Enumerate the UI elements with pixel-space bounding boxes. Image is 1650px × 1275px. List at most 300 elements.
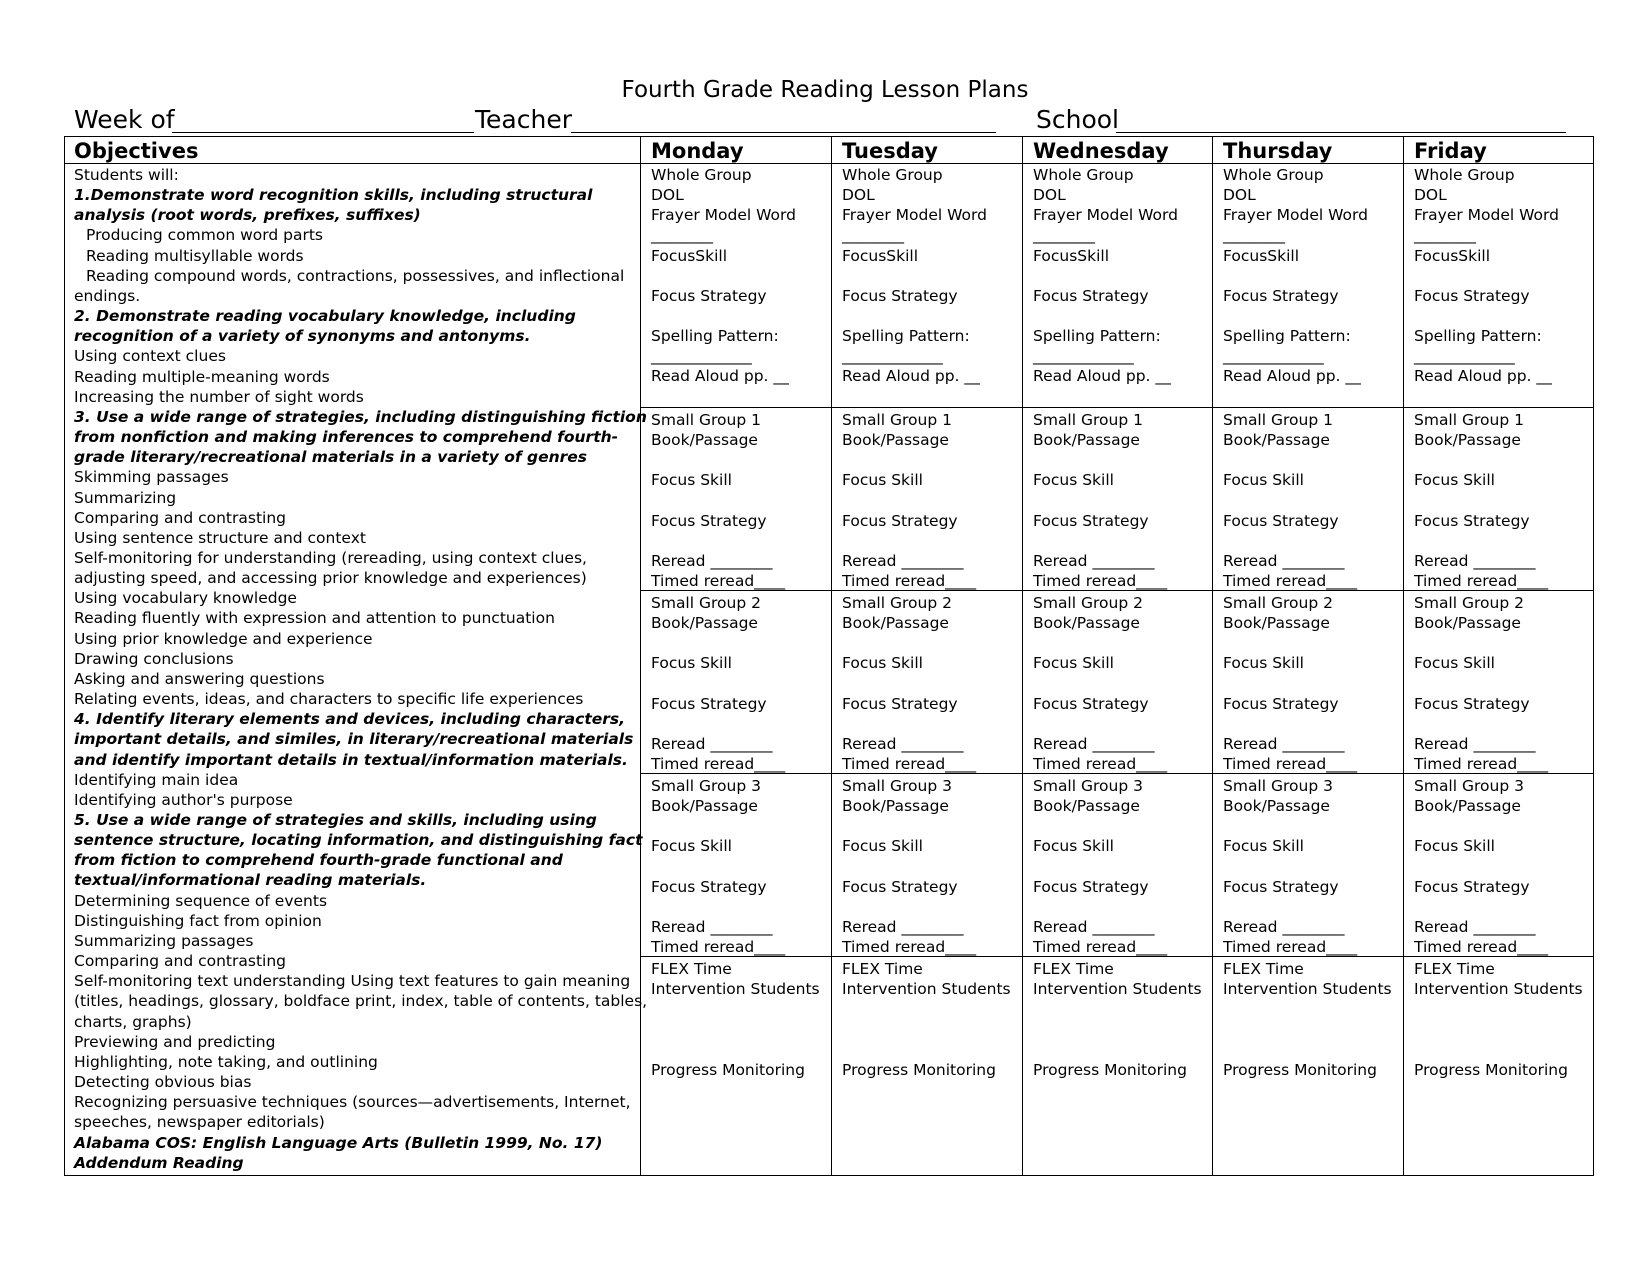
objective-line: Using vocabulary knowledge (74, 589, 297, 608)
cell-line (842, 450, 1027, 470)
objective-line: 5. Use a wide range of strategies and skills, including using (74, 811, 597, 829)
wednesday-flex-cell[interactable] (1033, 959, 1218, 1080)
cell-line: Reread ________ (651, 734, 773, 753)
objective-line: (titles, headings, glossary, boldface print, index, table of contents, tables, (74, 992, 648, 1011)
objective-line: Asking and answering questions (74, 669, 325, 688)
monday-flex-cell[interactable] (651, 959, 836, 1080)
cell-line (842, 999, 1027, 1019)
cell-line: Intervention Students (1414, 980, 1583, 999)
objective-line: Distinguishing fact from opinion (74, 911, 322, 930)
friday-small-group-2-cell[interactable] (1414, 593, 1599, 774)
cell-line (651, 306, 836, 326)
cell-line: Reread ________ (842, 551, 964, 570)
cell-line (1223, 1019, 1408, 1039)
objective-line: important details, and similes, in literary/recreational materials (74, 730, 634, 749)
friday-small-group-1-cell[interactable] (1414, 410, 1599, 591)
cell-line: Book/Passage (1414, 797, 1521, 816)
cell-line (1033, 857, 1218, 877)
cell-line: ________ (1033, 226, 1095, 245)
cell-line: Reread ________ (1414, 734, 1536, 753)
cell-line (842, 306, 1027, 326)
objective-line: Reading multiple-meaning words (74, 367, 330, 386)
header-monday: Monday (651, 139, 744, 163)
cell-line: Timed reread____ (842, 755, 977, 774)
cell-line (651, 816, 836, 836)
cell-line: Small Group 1 (842, 411, 952, 429)
cell-line: DOL (1223, 186, 1256, 205)
cell-line: Spelling Pattern: (1033, 327, 1161, 346)
cell-line: Focus Skill (842, 471, 923, 490)
objective-line: recognition of a variety of synonyms and antonyms. (74, 327, 531, 346)
friday-whole-group-cell[interactable] (1414, 165, 1599, 387)
cell-line: Focus Strategy (651, 694, 767, 713)
cell-line (1033, 306, 1218, 326)
cell-line: Book/Passage (1223, 797, 1330, 816)
cell-line: Timed reread____ (842, 572, 977, 591)
cell-line: Small Group 2 (651, 594, 761, 612)
cell-line: Reread ________ (1033, 551, 1155, 570)
objective-line: from nonfiction and making inferences to comprehend fourth- (74, 428, 619, 447)
cell-line: Focus Skill (1414, 471, 1495, 490)
cell-line: Timed reread____ (1223, 755, 1358, 774)
cell-line: Small Group 2 (1223, 594, 1333, 612)
objective-line: Self-monitoring text understanding Using text features to gain meaning (74, 972, 631, 991)
cell-line: ________ (842, 226, 904, 245)
objective-line: grade literary/recreational materials in a variety of genres (74, 448, 588, 467)
thursday-whole-group-cell[interactable] (1223, 165, 1408, 387)
cell-line: Book/Passage (651, 614, 758, 633)
cell-line: Focus Skill (1223, 471, 1304, 490)
cell-line: Focus Strategy (842, 511, 958, 530)
cell-line (1414, 306, 1599, 326)
cell-line: DOL (651, 186, 684, 205)
cell-line: Focus Strategy (651, 877, 767, 896)
cell-line (651, 1019, 836, 1039)
cell-line (1033, 897, 1218, 917)
cell-line: DOL (842, 186, 875, 205)
cell-line: Reread ________ (1223, 917, 1345, 936)
week-blank[interactable] (172, 132, 474, 133)
cell-line: Small Group 3 (651, 777, 761, 795)
objective-line: Reading compound words, contractions, possessives, and inflectional (86, 266, 625, 285)
objective-line: sentence structure, locating information, and distinguishing fact (74, 831, 643, 850)
cell-line (1414, 531, 1599, 551)
cell-line: FLEX Time (1033, 960, 1114, 978)
cell-line: Whole Group (1414, 166, 1515, 184)
objective-line: Reading fluently with expression and attention to punctuation (74, 609, 555, 628)
objective-line: 1.Demonstrate word recognition skills, including structural (74, 186, 593, 205)
objective-line: Recognizing persuasive techniques (sources—advertisements, Internet, (74, 1093, 631, 1112)
cell-line: Reread ________ (1414, 917, 1536, 936)
objective-line: Using context clues (74, 347, 226, 366)
cell-line: Focus Strategy (1033, 511, 1149, 530)
cell-line (842, 714, 1027, 734)
objective-line: Alabama COS: English Language Arts (Bulletin 1999, No. 17) (74, 1133, 603, 1152)
cell-line (651, 714, 836, 734)
cell-line: Whole Group (1033, 166, 1134, 184)
monday-whole-group-cell[interactable] (651, 165, 836, 387)
cell-line (1223, 897, 1408, 917)
cell-line: Small Group 2 (1414, 594, 1524, 612)
section-divider (640, 407, 1593, 408)
cell-line (1414, 1040, 1599, 1060)
cell-line: Spelling Pattern: (1223, 327, 1351, 346)
cell-line (651, 897, 836, 917)
cell-line: FocusSkill (1414, 246, 1491, 265)
objective-line: Detecting obvious bias (74, 1073, 252, 1092)
cell-line: Progress Monitoring (1033, 1060, 1187, 1079)
cell-line: FocusSkill (842, 246, 919, 265)
thursday-flex-cell[interactable] (1223, 959, 1408, 1080)
cell-line: Timed reread____ (1033, 572, 1168, 591)
objective-line: Comparing and contrasting (74, 508, 286, 527)
cell-line: Focus Strategy (1033, 286, 1149, 305)
cell-line (842, 674, 1027, 694)
cell-line: Focus Strategy (842, 877, 958, 896)
cell-line: Timed reread____ (651, 755, 786, 774)
wednesday-whole-group-cell[interactable] (1033, 165, 1218, 387)
objective-line: Comparing and contrasting (74, 952, 286, 971)
cell-line: Small Group 3 (1033, 777, 1143, 795)
cell-line (651, 531, 836, 551)
cell-line: Book/Passage (842, 431, 949, 450)
cell-line: Book/Passage (1033, 431, 1140, 450)
cell-line: Small Group 1 (1223, 411, 1333, 429)
cell-line: Focus Skill (651, 837, 732, 856)
teacher-label: Teacher (475, 105, 572, 134)
cell-line: Focus Strategy (1414, 877, 1530, 896)
cell-line (1033, 816, 1218, 836)
objective-line: Relating events, ideas, and characters to specific life experiences (74, 690, 584, 709)
cell-line (651, 633, 836, 653)
cell-line: Read Aloud pp. __ (1033, 367, 1171, 386)
cell-line: Read Aloud pp. __ (1414, 367, 1552, 386)
cell-line (1414, 1019, 1599, 1039)
cell-line: ________ (1223, 226, 1285, 245)
cell-line: Small Group 2 (1033, 594, 1143, 612)
cell-line: Focus Skill (1033, 471, 1114, 490)
cell-line: FocusSkill (651, 246, 728, 265)
cell-line: Timed reread____ (842, 938, 977, 957)
cell-line (1414, 816, 1599, 836)
cell-line: Focus Strategy (1414, 511, 1530, 530)
cell-line: Reread ________ (842, 917, 964, 936)
cell-line: Focus Skill (1223, 654, 1304, 673)
cell-line: Small Group 3 (1414, 777, 1524, 795)
objective-line: Drawing conclusions (74, 649, 234, 668)
school-blank[interactable] (1116, 132, 1566, 133)
monday-small-group-2-cell[interactable] (651, 593, 836, 774)
cell-line: Focus Strategy (1033, 694, 1149, 713)
cell-line: Progress Monitoring (1223, 1060, 1377, 1079)
objectives-list (74, 165, 648, 1173)
cell-line (1414, 897, 1599, 917)
school-label: School (1036, 105, 1119, 134)
objective-line: Identifying main idea (74, 770, 239, 789)
cell-line (842, 531, 1027, 551)
cell-line (842, 491, 1027, 511)
cell-line: Timed reread____ (1033, 755, 1168, 774)
tuesday-small-group-2-cell[interactable] (842, 593, 1027, 774)
cell-line (651, 266, 836, 286)
objective-line: Skimming passages (74, 468, 229, 487)
cell-line: Focus Skill (842, 837, 923, 856)
cell-line (1223, 266, 1408, 286)
header-friday: Friday (1414, 139, 1487, 163)
friday-flex-cell[interactable] (1414, 959, 1599, 1080)
cell-line: FLEX Time (1414, 960, 1495, 978)
objective-line: 4. Identify literary elements and devices, including characters, (74, 710, 625, 729)
objective-line: Increasing the number of sight words (74, 387, 364, 406)
cell-line: _____________ (651, 347, 752, 366)
cell-line: FocusSkill (1033, 246, 1110, 265)
cell-line (1223, 857, 1408, 877)
cell-line: _____________ (842, 347, 943, 366)
cell-line: Intervention Students (1223, 980, 1392, 999)
cell-line: Frayer Model Word (1414, 206, 1559, 225)
cell-line: Focus Strategy (1223, 286, 1339, 305)
cell-line: Book/Passage (1223, 614, 1330, 633)
cell-line (1223, 674, 1408, 694)
page-title: Fourth Grade Reading Lesson Plans (621, 77, 1029, 103)
cell-line: Focus Strategy (1414, 694, 1530, 713)
cell-line: Focus Skill (1414, 654, 1495, 673)
cell-line: Focus Strategy (1414, 286, 1530, 305)
cell-line: Timed reread____ (1414, 938, 1549, 957)
cell-line: Focus Skill (1223, 837, 1304, 856)
cell-line: Whole Group (842, 166, 943, 184)
cell-line (1223, 1040, 1408, 1060)
cell-line: Timed reread____ (1223, 572, 1358, 591)
monday-small-group-1-cell[interactable] (651, 410, 836, 591)
cell-line (1033, 674, 1218, 694)
cell-line: Reread ________ (1033, 917, 1155, 936)
cell-line (651, 999, 836, 1019)
objective-line: Producing common word parts (86, 226, 323, 245)
cell-line (1033, 1019, 1218, 1039)
cell-line (651, 491, 836, 511)
cell-line: Small Group 3 (1223, 777, 1333, 795)
cell-line: Book/Passage (842, 797, 949, 816)
cell-line: Reread ________ (1033, 734, 1155, 753)
cell-line (1223, 491, 1408, 511)
cell-line: Focus Strategy (651, 511, 767, 530)
cell-line: Book/Passage (1414, 431, 1521, 450)
friday-small-group-3-cell[interactable] (1414, 776, 1599, 957)
cell-line: Focus Strategy (651, 286, 767, 305)
cell-line (842, 857, 1027, 877)
cell-line (1414, 266, 1599, 286)
cell-line: Small Group 1 (1414, 411, 1524, 429)
cell-line: FocusSkill (1223, 246, 1300, 265)
cell-line: Book/Passage (651, 797, 758, 816)
cell-line: ________ (651, 226, 713, 245)
objective-line: analysis (root words, prefixes, suffixes) (74, 206, 421, 225)
cell-line: Spelling Pattern: (842, 327, 970, 346)
cell-line: Small Group 1 (651, 411, 761, 429)
cell-line (1223, 633, 1408, 653)
thursday-small-group-1-cell[interactable] (1223, 410, 1408, 591)
cell-line (842, 633, 1027, 653)
objective-line: adjusting speed, and accessing prior knowledge and experiences) (74, 569, 587, 588)
cell-line (1223, 450, 1408, 470)
cell-line (1414, 450, 1599, 470)
cell-line (1223, 816, 1408, 836)
objective-line: from fiction to comprehend fourth-grade functional and (74, 851, 563, 870)
cell-line: Progress Monitoring (842, 1060, 996, 1079)
cell-line: Intervention Students (651, 980, 820, 999)
cell-line (1414, 999, 1599, 1019)
cell-line (651, 450, 836, 470)
cell-line: Book/Passage (1414, 614, 1521, 633)
cell-line: Small Group 1 (1033, 411, 1143, 429)
objective-line: Students will: (74, 166, 179, 184)
cell-line: Progress Monitoring (651, 1060, 805, 1079)
cell-line (1033, 531, 1218, 551)
cell-line: Whole Group (1223, 166, 1324, 184)
cell-line: Reread ________ (1223, 734, 1345, 753)
cell-line (1223, 306, 1408, 326)
cell-line (1414, 714, 1599, 734)
objective-line: Previewing and predicting (74, 1032, 276, 1051)
cell-line: FLEX Time (651, 960, 732, 978)
cell-line: Focus Skill (1033, 837, 1114, 856)
cell-line: Intervention Students (1033, 980, 1202, 999)
objective-line: Self-monitoring for understanding (rereading, using context clues, (74, 548, 587, 567)
cell-line: Frayer Model Word (1033, 206, 1178, 225)
cell-line: Timed reread____ (651, 572, 786, 591)
cell-line (842, 897, 1027, 917)
tuesday-small-group-1-cell[interactable] (842, 410, 1027, 591)
cell-line: _____________ (1414, 347, 1515, 366)
wednesday-small-group-2-cell[interactable] (1033, 593, 1218, 774)
cell-line (1033, 999, 1218, 1019)
cell-line (651, 857, 836, 877)
cell-line (842, 1040, 1027, 1060)
cell-line (1033, 450, 1218, 470)
cell-line: Intervention Students (842, 980, 1011, 999)
header-divider (65, 163, 1593, 164)
cell-line: Focus Strategy (1223, 694, 1339, 713)
cell-line: Focus Skill (651, 654, 732, 673)
cell-line: Focus Skill (651, 471, 732, 490)
cell-line: Timed reread____ (651, 938, 786, 957)
cell-line (1223, 714, 1408, 734)
cell-line (651, 1040, 836, 1060)
thursday-small-group-2-cell[interactable] (1223, 593, 1408, 774)
objective-line: endings. (74, 286, 141, 305)
cell-line: FLEX Time (842, 960, 923, 978)
cell-line: Reread ________ (651, 917, 773, 936)
thursday-small-group-3-cell[interactable] (1223, 776, 1408, 957)
cell-line (1033, 491, 1218, 511)
cell-line: Timed reread____ (1414, 572, 1549, 591)
objective-line: Determining sequence of events (74, 891, 328, 910)
cell-line: Read Aloud pp. __ (651, 367, 789, 386)
cell-line: Progress Monitoring (1414, 1060, 1568, 1079)
cell-line: Focus Skill (1033, 654, 1114, 673)
objective-line: Summarizing passages (74, 931, 254, 950)
cell-line: Small Group 2 (842, 594, 952, 612)
cell-line (1223, 999, 1408, 1019)
cell-line: Timed reread____ (1414, 755, 1549, 774)
cell-line: Focus Skill (842, 654, 923, 673)
cell-line: Whole Group (651, 166, 752, 184)
wednesday-small-group-3-cell[interactable] (1033, 776, 1218, 957)
monday-small-group-3-cell[interactable] (651, 776, 836, 957)
cell-line: Small Group 3 (842, 777, 952, 795)
cell-line: Spelling Pattern: (1414, 327, 1542, 346)
cell-line: FLEX Time (1223, 960, 1304, 978)
cell-line: Reread ________ (1414, 551, 1536, 570)
objective-line: Highlighting, note taking, and outlining (74, 1052, 378, 1071)
cell-line: Book/Passage (1223, 431, 1330, 450)
tuesday-small-group-3-cell[interactable] (842, 776, 1027, 957)
cell-line (842, 266, 1027, 286)
cell-line: Reread ________ (1223, 551, 1345, 570)
header-thursday: Thursday (1223, 139, 1333, 163)
header-wednesday: Wednesday (1033, 139, 1169, 163)
cell-line (1414, 491, 1599, 511)
cell-line: Focus Strategy (842, 694, 958, 713)
objective-line: textual/informational reading materials. (74, 871, 427, 890)
wednesday-small-group-1-cell[interactable] (1033, 410, 1218, 591)
cell-line: Focus Strategy (1223, 877, 1339, 896)
objective-line: Using sentence structure and context (74, 528, 366, 547)
objective-line: Using prior knowledge and experience (74, 629, 373, 648)
tuesday-flex-cell[interactable] (842, 959, 1027, 1080)
cell-line: Read Aloud pp. __ (1223, 367, 1361, 386)
week-label: Week of (74, 105, 175, 134)
objective-line: 3. Use a wide range of strategies, including distinguishing fiction (74, 407, 647, 426)
cell-line: Reread ________ (842, 734, 964, 753)
cell-line (1033, 714, 1218, 734)
cell-line: Focus Strategy (1223, 511, 1339, 530)
cell-line: Focus Strategy (1033, 877, 1149, 896)
cell-line: Reread ________ (651, 551, 773, 570)
cell-line (1414, 674, 1599, 694)
lesson-plan-table (64, 136, 1594, 1176)
cell-line: Read Aloud pp. __ (842, 367, 980, 386)
cell-line: Focus Skill (1414, 837, 1495, 856)
cell-line: _____________ (1223, 347, 1324, 366)
cell-line (842, 816, 1027, 836)
cell-line: Timed reread____ (1223, 938, 1358, 957)
objective-line: 2. Demonstrate reading vocabulary knowledge, including (74, 307, 576, 326)
header-tuesday: Tuesday (842, 139, 938, 163)
cell-line (1033, 1040, 1218, 1060)
teacher-blank[interactable] (571, 132, 996, 133)
objective-line: Reading multisyllable words (86, 246, 304, 265)
cell-line (1033, 266, 1218, 286)
cell-line: Spelling Pattern: (651, 327, 779, 346)
cell-line: Frayer Model Word (651, 206, 796, 225)
objective-line: and identify important details in textual/information materials. (74, 750, 628, 769)
cell-line: DOL (1414, 186, 1447, 205)
objective-line: Summarizing (74, 488, 177, 507)
cell-line: Frayer Model Word (842, 206, 987, 225)
objective-line: Identifying author's purpose (74, 790, 293, 809)
cell-line: Book/Passage (1033, 614, 1140, 633)
cell-line: ________ (1414, 226, 1476, 245)
cell-line: Book/Passage (651, 431, 758, 450)
cell-line (1414, 633, 1599, 653)
tuesday-whole-group-cell[interactable] (842, 165, 1027, 387)
cell-line: Timed reread____ (1033, 938, 1168, 957)
objectives-header: Objectives (74, 139, 199, 163)
cell-line (1223, 531, 1408, 551)
cell-line: _____________ (1033, 347, 1134, 366)
